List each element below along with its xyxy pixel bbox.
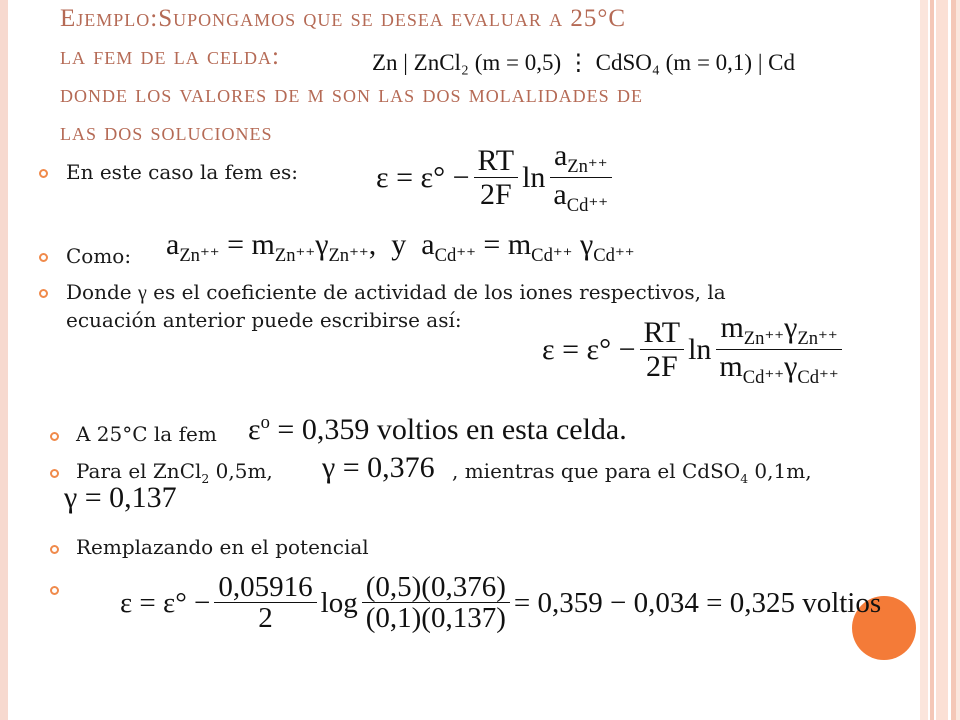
final-den: 2 — [258, 602, 273, 635]
b5-cdso: , mientras que para el CdSO — [452, 459, 741, 483]
eq1-zn-sub: Zn⁺⁺ — [567, 156, 608, 177]
eq3-g-zn: γ — [784, 311, 798, 344]
eq3-molal-num — [716, 312, 841, 350]
eq3-den: 2F — [645, 349, 678, 383]
bullet-text-5b — [452, 459, 812, 486]
gamma-zn-value: γ = 0,376 — [322, 451, 435, 484]
eq1-a-cd: a — [553, 177, 567, 211]
bullet-text-4: A 25°C la fem — [76, 422, 217, 446]
eq2-eq-2: = — [483, 228, 501, 261]
eq1-activity-num — [550, 140, 612, 178]
right-decorative-stripes — [920, 0, 960, 720]
eq2-comma: , — [368, 228, 377, 261]
eq1-numerator: RT — [474, 145, 519, 178]
eq3-m-cd-sub: Cd⁺⁺ — [742, 366, 785, 388]
bullet-text-6: Remplazando en el potencial — [76, 535, 369, 559]
bullet-marker-1 — [39, 169, 48, 178]
eq2-m: m — [251, 228, 275, 261]
final-num: 0,05916 — [214, 572, 316, 603]
eq2-a-cd: a — [421, 228, 435, 261]
b3-gamma: γ — [137, 282, 147, 304]
b5-conc1: 0,5m, — [209, 459, 273, 483]
title-line-1: Ejemplo:Supongamos que se desea evaluar a 25°C — [60, 5, 626, 32]
eq3-g-cd: γ — [784, 349, 798, 383]
equation-fem — [376, 140, 612, 216]
bullet-marker-7 — [50, 586, 59, 595]
eq3-m-cd: m — [719, 349, 743, 383]
cell-formula: Zn | ZnCl₂ (m = 0,5) ⋮ CdSO₄ (m = 0,1) | Cd — [372, 50, 796, 75]
bullet-marker-4 — [50, 432, 59, 441]
equation-activities — [166, 228, 635, 267]
b5-conc2: 0,1m, — [748, 459, 812, 483]
eq2-zn-sub: Zn⁺⁺ — [179, 245, 220, 266]
eq3-molal-den — [715, 350, 842, 388]
left-decorative-stripe — [0, 0, 8, 720]
final-frac-num: (0,5)(0,376) — [362, 572, 510, 603]
final-left: ε = ε° − — [120, 587, 211, 620]
final-equation — [120, 572, 881, 635]
bullet-marker-5 — [50, 469, 59, 478]
eq1-left: ε = ε° − — [376, 160, 470, 194]
gamma-cd-value: γ = 0,137 — [64, 481, 177, 514]
bullet-text-3 — [66, 280, 726, 305]
bullet-marker-2 — [39, 253, 48, 262]
b3-donde: Donde — [66, 280, 132, 304]
title-line-4: las dos soluciones — [60, 119, 273, 146]
final-fraction-2 — [362, 572, 510, 635]
final-fraction-1 — [214, 572, 316, 635]
bullet-text-3-line2: ecuación anterior puede escribirse así: — [66, 308, 462, 332]
eq3-m-zn-sub: Zn⁺⁺ — [743, 328, 785, 349]
eq3-ln: ln — [688, 332, 712, 366]
eq1-ln: ln — [522, 160, 546, 194]
final-frac-den: (0,1)(0,137) — [365, 602, 506, 635]
e0-value: = 0,359 voltios en esta celda. — [277, 413, 627, 446]
eq2-gamma: γ — [315, 228, 329, 261]
eq2-m-cd: m — [507, 228, 532, 261]
eq1-denominator: 2F — [479, 177, 512, 211]
eq3-num: RT — [640, 317, 685, 350]
bullet-text-1: En este caso la fem es: — [66, 160, 299, 184]
eq2-m-zn-sub: Zn⁺⁺ — [274, 245, 316, 266]
eq1-fraction — [474, 145, 519, 211]
slide-title — [60, 0, 840, 152]
eq3-m-zn: m — [720, 311, 744, 344]
eq1-cd-sub: Cd⁺⁺ — [566, 194, 609, 216]
final-log: log — [320, 587, 358, 620]
eq2-gamma-zn-sub: Zn⁺⁺ — [328, 245, 369, 266]
eq2-m-cd-sub: Cd⁺⁺ — [531, 245, 573, 266]
eq3-fraction — [640, 317, 685, 383]
eq2-gamma-cd-sub: Cd⁺⁺ — [593, 245, 635, 266]
eq3-molal-fraction — [715, 312, 842, 388]
b5-zncl: Para el ZnCl — [76, 459, 202, 483]
eq2-y: y — [391, 228, 407, 261]
title-line-2-text: la fem de la celda: — [60, 43, 280, 70]
bullet-marker-6 — [50, 545, 59, 554]
e0-symbol: $\varepsilon^o$ — [248, 412, 270, 446]
title-line-3: donde los valores de m son las dos molalidades de — [60, 81, 643, 108]
eq2-a: a — [166, 228, 180, 261]
eq3-left: ε = ε° − — [542, 332, 636, 366]
eq1-a-zn: a — [553, 139, 568, 172]
b5-sub-2: 2 — [201, 471, 210, 486]
eq2-gamma-cd: γ — [580, 228, 594, 261]
eq1-activity-fraction — [549, 140, 612, 216]
eq3-g-cd-sub: Cd⁺⁺ — [797, 366, 839, 388]
eq2-cd-sub: Cd⁺⁺ — [434, 245, 476, 266]
b3-rest: es el coeficiente de actividad de los iones respectivos, la — [153, 280, 726, 304]
eq3-g-zn-sub: Zn⁺⁺ — [797, 328, 838, 349]
eq1-activity-den — [549, 178, 612, 216]
equation-fem-molal — [542, 312, 843, 388]
bullet-text-2: Como: — [66, 244, 132, 268]
eq2-eq: = — [227, 228, 245, 261]
b5-sub-4: 4 — [740, 471, 749, 486]
final-result: = 0,359 − 0,034 = 0,325 voltios — [513, 587, 882, 620]
equation-e0 — [248, 412, 627, 447]
bullet-marker-3 — [39, 289, 48, 298]
